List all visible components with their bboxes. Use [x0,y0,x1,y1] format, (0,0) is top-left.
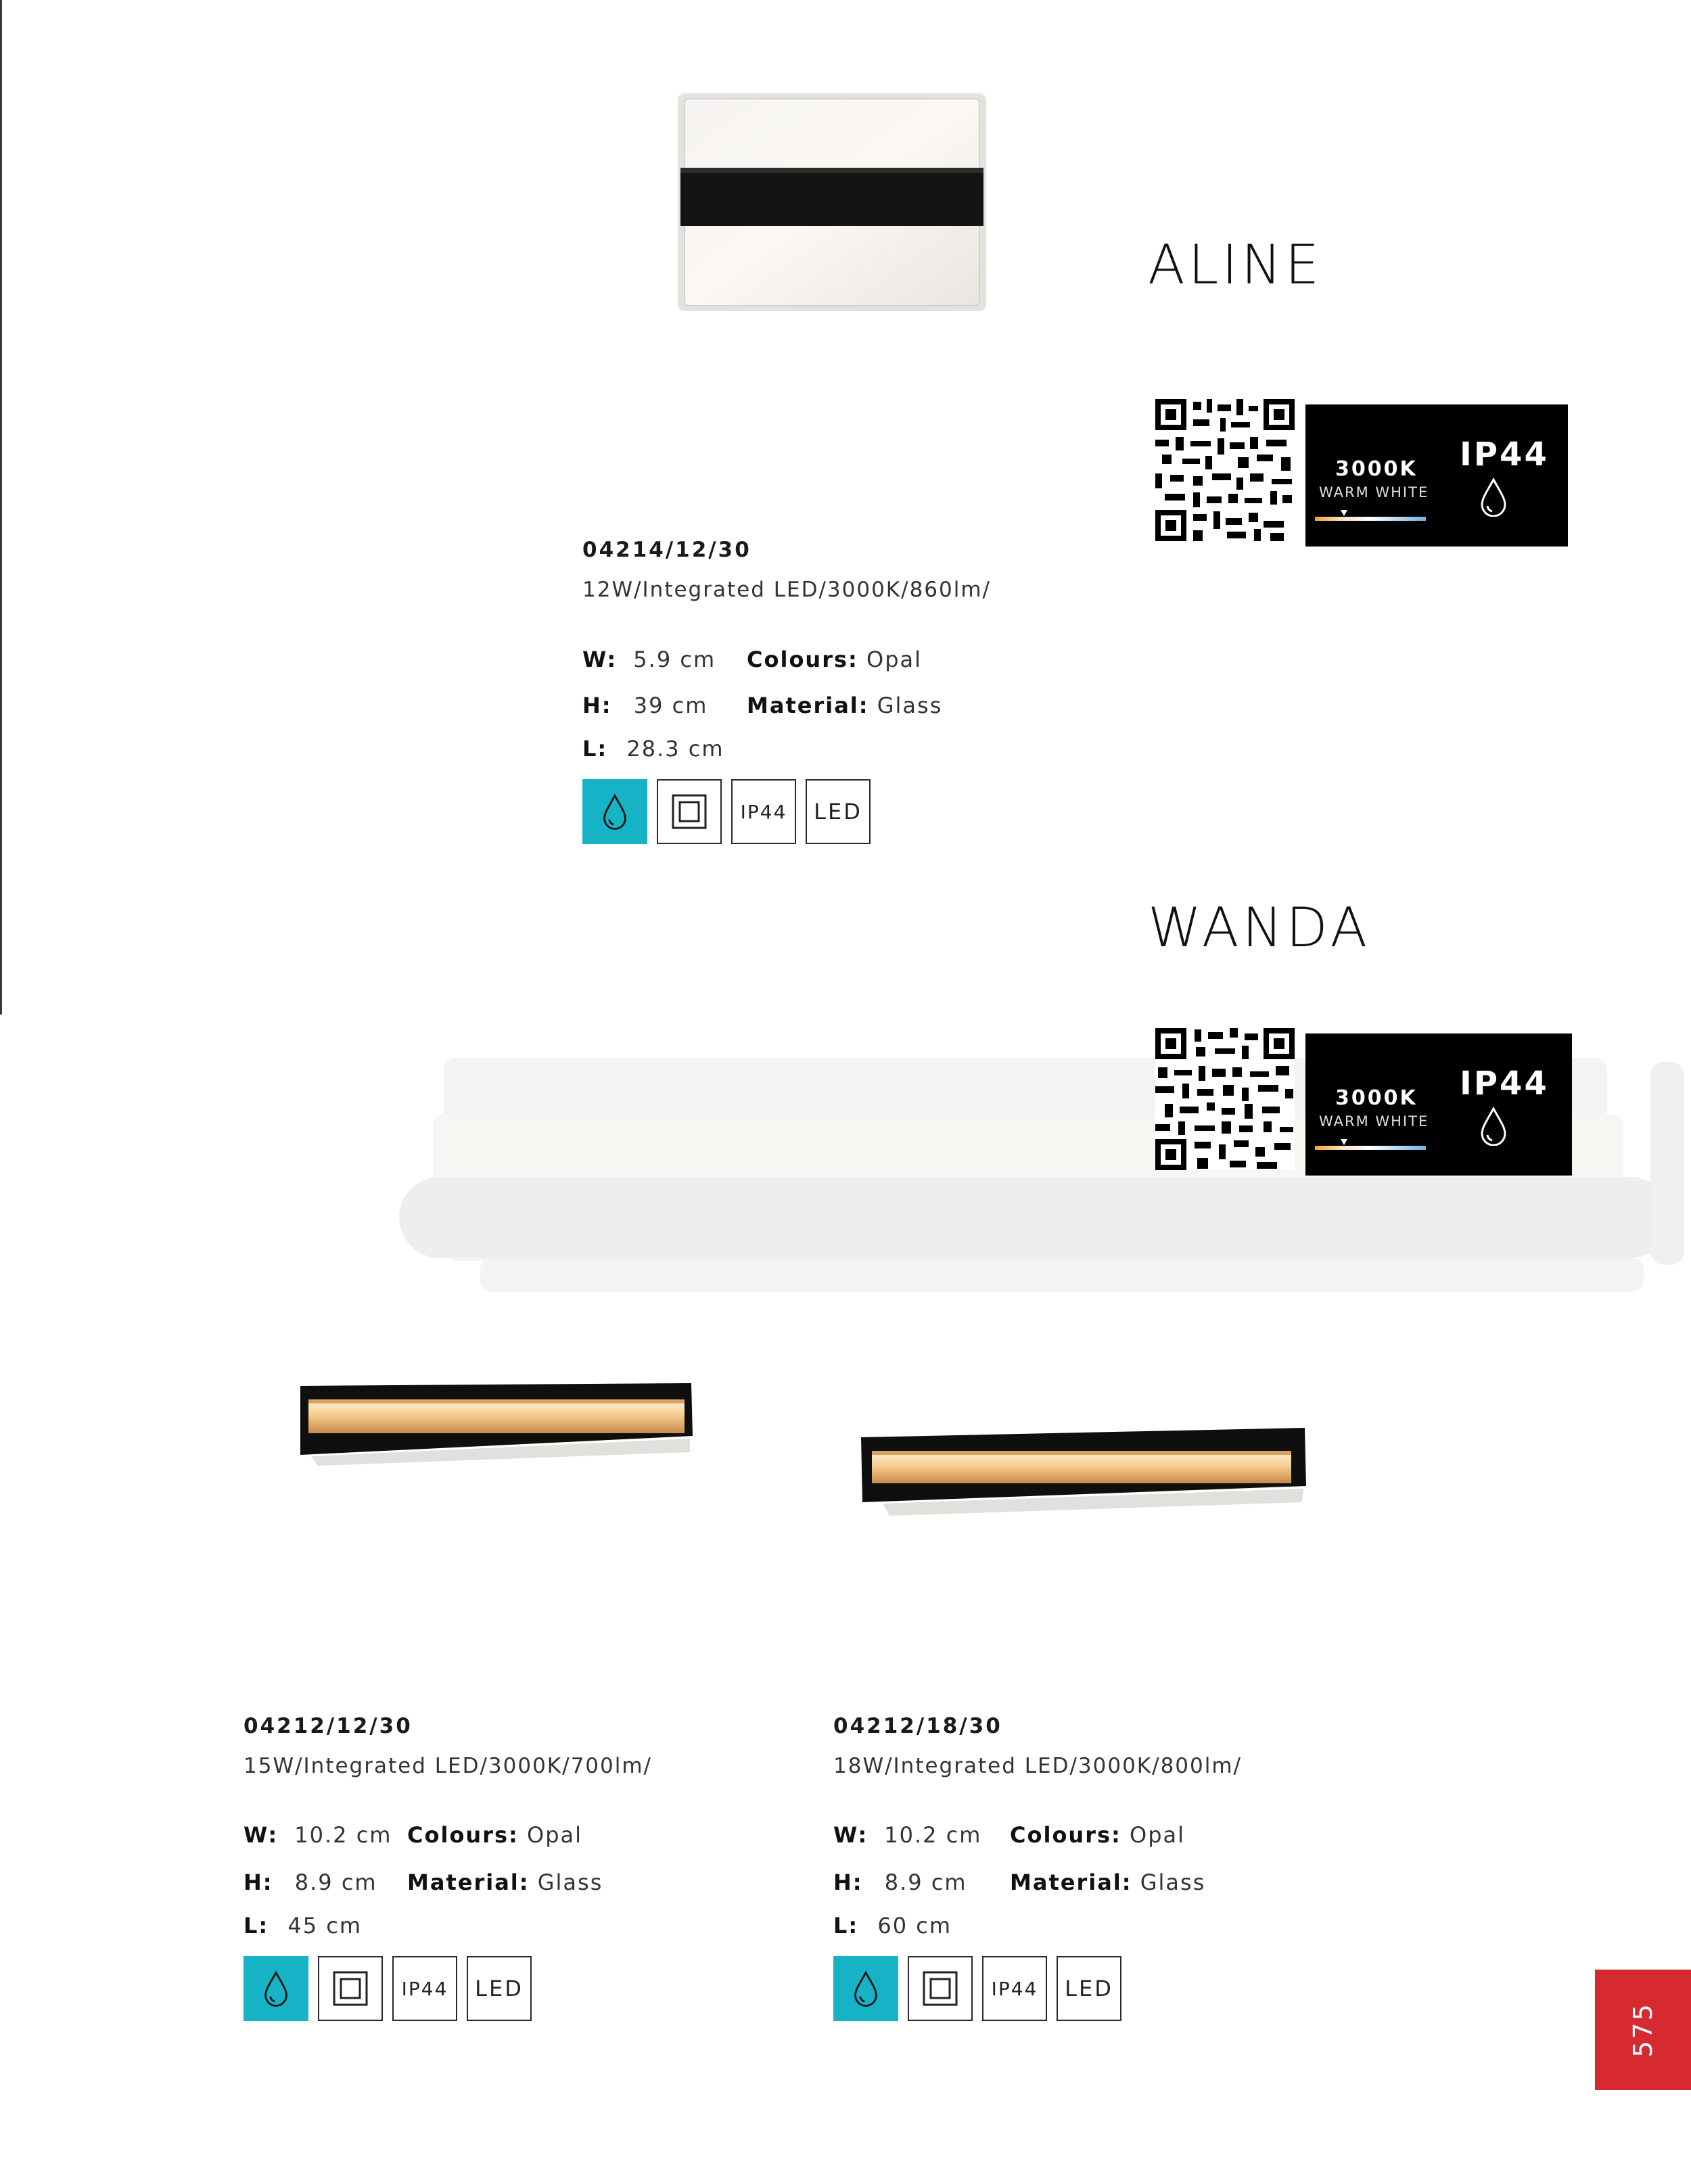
ip44-badge: IP44 [982,1956,1047,2021]
wanda-product-1-colours-row [407,1822,582,1848]
aline-sku: 04214/12/30 [582,538,751,562]
colours-label: Colours: [407,1822,519,1848]
class-two-badge [318,1956,383,2021]
height-value: 39 cm [633,693,708,718]
ip44-badge: IP44 [392,1956,457,2021]
left-margin-rule [0,0,2,1015]
class-two-badge [657,779,722,844]
wanda-product-1-width-row [244,1822,392,1848]
length-value: 45 cm [287,1913,363,1938]
water-drop-icon [601,793,628,830]
wanda-product-2-sku: 04212/18/30 [833,1714,1002,1738]
wanda-ip-rating: IP44 [1460,1065,1549,1102]
height-label: H: [582,693,612,718]
width-label: W: [833,1822,868,1848]
height-value: 8.9 cm [884,1869,967,1895]
width-label: W: [244,1822,279,1848]
width-label: W: [582,647,618,672]
class-two-badge [908,1956,973,2021]
wanda-product-1-material-row [407,1869,603,1895]
height-label: H: [833,1869,863,1895]
aline-color-temp: 3000K [1335,457,1418,481]
wanda-color-temp: 3000K [1335,1086,1418,1110]
aline-height-row [582,693,708,718]
wanda-product-1-badges [244,1956,532,2021]
material-label: Material: [747,693,869,718]
ip44-badge: IP44 [731,779,796,844]
led-badge: LED [806,779,871,844]
water-drop-badge [582,779,647,844]
colours-value: Opal [866,647,922,672]
aline-lamp-photo [670,88,994,318]
wanda-product-1-sku: 04212/12/30 [244,1714,413,1738]
water-drop-icon [1479,478,1508,517]
length-label: L: [833,1913,859,1938]
wanda-product-2-width-row [833,1822,981,1848]
aline-colours-row [747,647,922,672]
water-drop-icon [262,1970,289,2007]
colours-value: Opal [527,1822,582,1848]
wanda-color-temp-bar [1315,1146,1426,1150]
wanda-product-2-height-row [833,1869,967,1895]
aline-color-temp-marker [1341,510,1347,516]
wanda-spec-tag [1305,1033,1572,1176]
water-drop-icon [1479,1107,1508,1146]
page-number: 575 [1628,2002,1658,2058]
water-drop-badge [833,1956,898,2021]
width-value: 10.2 cm [294,1822,392,1848]
aline-spec-tag [1305,404,1568,547]
length-label: L: [244,1913,269,1938]
wanda-warm-white-label: WARM WHITE [1319,1113,1429,1130]
wanda-product-2-spec-line: 18W/Integrated LED/3000K/800lm/ [833,1754,1243,1778]
qr-code-icon[interactable] [1155,399,1295,541]
water-drop-icon [852,1970,879,2007]
material-label: Material: [1010,1869,1132,1895]
material-value: Glass [1140,1869,1206,1895]
aline-warm-white-label: WARM WHITE [1319,484,1429,501]
class-two-icon [672,794,707,829]
wanda-product-2-material-row [1010,1869,1205,1895]
wanda-lamp-photo-small [291,1376,697,1468]
page-number-tab [1595,1970,1691,2090]
aline-length-row [582,736,724,762]
wanda-product-1-height-row [244,1869,377,1895]
colours-label: Colours: [747,647,858,672]
aline-ip-rating: IP44 [1460,436,1549,473]
wanda-product-1-length-row [244,1913,362,1938]
material-label: Material: [407,1869,530,1895]
height-label: H: [244,1869,273,1895]
aline-color-temp-bar [1315,517,1426,521]
length-value: 60 cm [877,1913,952,1938]
wanda-color-temp-marker [1341,1139,1347,1145]
aline-spec-line: 12W/Integrated LED/3000K/860lm/ [582,578,992,602]
colours-value: Opal [1130,1822,1185,1848]
aline-title: ALINE [1148,233,1323,296]
wanda-title: WANDA [1148,896,1371,959]
class-two-icon [333,1971,368,2006]
led-badge: LED [1057,1956,1121,2021]
height-value: 8.9 cm [294,1869,377,1895]
led-badge: LED [467,1956,532,2021]
wanda-product-2-length-row [833,1913,952,1938]
length-value: 28.3 cm [626,736,724,762]
length-label: L: [582,736,608,762]
material-value: Glass [537,1869,603,1895]
wanda-product-2-badges [833,1956,1121,2021]
width-value: 5.9 cm [633,647,716,672]
qr-code-icon[interactable] [1155,1028,1295,1170]
aline-badges [582,779,871,844]
colours-label: Colours: [1010,1822,1121,1848]
class-two-icon [923,1971,958,2006]
width-value: 10.2 cm [884,1822,982,1848]
wanda-product-1-spec-line: 15W/Integrated LED/3000K/700lm/ [244,1754,653,1778]
wanda-product-2-colours-row [1010,1822,1185,1848]
aline-material-row [747,693,942,718]
wanda-lamp-photo-large [856,1424,1309,1518]
material-value: Glass [877,693,943,718]
aline-width-row [582,647,716,672]
water-drop-badge [244,1956,308,2021]
